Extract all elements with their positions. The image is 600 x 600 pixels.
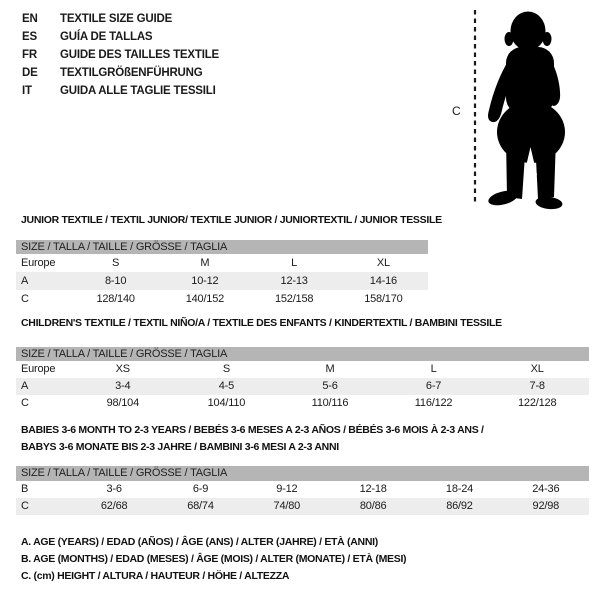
babies-table-title-line2: BABYS 3-6 MONATE BIS 2-3 JAHRE / BAMBINI 3-6 MESI A 2-3 ANNI — [21, 441, 339, 453]
language-code: IT — [22, 85, 32, 97]
value-cell: 68/74 — [187, 500, 214, 512]
value-cell: 80/86 — [359, 500, 387, 512]
value-cell: XL — [376, 257, 390, 269]
children-size-table — [16, 361, 589, 412]
value-cell: 4-5 — [218, 380, 235, 392]
language-title: TEXTILGRÖßENFÜHRUNG — [60, 67, 203, 79]
value-cell: L — [291, 257, 298, 269]
language-title: GUIDE DES TAILLES TEXTILE — [60, 49, 219, 61]
value-cell: 152/158 — [274, 293, 314, 305]
junior-size-header-bar: SIZE / TALLA / TAILLE / GRÖSSE / TAGLIA — [16, 240, 428, 254]
value-cell: 10-12 — [191, 275, 219, 287]
row-label: A — [21, 275, 29, 287]
value-cell: 98/104 — [106, 397, 140, 409]
table-row — [16, 378, 589, 395]
value-cell: M — [200, 257, 210, 269]
value-cell: 7-8 — [529, 380, 545, 392]
language-code: ES — [22, 31, 37, 43]
value-cell: 3-6 — [106, 483, 122, 495]
value-cell: 6-9 — [192, 483, 209, 495]
value-cell: 9-12 — [276, 483, 298, 495]
value-cell: 6-7 — [425, 380, 442, 392]
baby-silhouette — [487, 12, 565, 211]
babies-table-title-line1: BABIES 3-6 MONTH TO 2-3 YEARS / BEBÉS 3-6 MESES A 2-3 AÑOS / BÉBÉS 3-6 MOIS À 2-3 ANS / — [21, 424, 484, 436]
value-cell: 92/98 — [532, 500, 560, 512]
language-code: FR — [22, 49, 37, 61]
row-label: A — [21, 380, 29, 392]
row-label: C — [21, 500, 29, 512]
language-title: TEXTILE SIZE GUIDE — [60, 13, 173, 25]
language-title: GUÍA DE TALLAS — [60, 31, 153, 43]
value-cell: 86/92 — [446, 500, 473, 512]
value-cell: L — [430, 363, 437, 375]
value-cell: XS — [115, 363, 130, 375]
children-table-title: CHILDREN'S TEXTILE / TEXTIL NIÑO/A / TEXTILE DES ENFANTS / KINDERTEXTIL / BAMBINI TESSILE — [21, 317, 502, 329]
height-measure-label: C — [452, 104, 461, 118]
value-cell: 24-36 — [532, 483, 560, 495]
language-code: DE — [22, 67, 38, 79]
baby-silhouette-figure — [450, 4, 595, 212]
junior-size-table — [16, 254, 428, 308]
language-row — [22, 46, 219, 64]
value-cell: S — [222, 363, 230, 375]
table-row — [16, 254, 428, 272]
value-cell: 110/116 — [311, 397, 349, 409]
table-row — [16, 272, 428, 290]
table-row — [16, 395, 589, 412]
language-row — [22, 10, 219, 28]
value-cell: 14-16 — [369, 275, 397, 287]
language-row — [22, 82, 219, 100]
value-cell: 12-13 — [280, 275, 308, 287]
value-cell: 128/140 — [96, 293, 135, 305]
children-size-header-bar: SIZE / TALLA / TAILLE / GRÖSSE / TAGLIA — [16, 347, 589, 361]
language-title: GUIDA ALLE TAGLIE TESSILI — [60, 85, 216, 97]
value-cell: XL — [530, 363, 544, 375]
language-row — [22, 28, 219, 46]
table-row — [16, 481, 589, 498]
babies-size-table — [16, 481, 589, 515]
value-cell: 12-18 — [359, 483, 387, 495]
row-label: B — [21, 483, 29, 495]
row-label: C — [21, 397, 29, 409]
footnote-c: C. (cm) HEIGHT / ALTURA / HAUTEUR / HÖHE / ALTEZZA — [21, 570, 290, 582]
value-cell: 116/122 — [414, 397, 453, 409]
language-title-list — [22, 10, 219, 100]
table-row — [16, 498, 589, 515]
value-cell: S — [112, 257, 120, 269]
value-cell: 122/128 — [518, 397, 557, 409]
value-cell: 104/110 — [207, 397, 246, 409]
babies-size-header-bar: SIZE / TALLA / TAILLE / GRÖSSE / TAGLIA — [16, 466, 589, 481]
value-cell: 62/68 — [100, 500, 128, 512]
table-row — [16, 290, 428, 308]
language-code: EN — [22, 13, 38, 25]
value-cell: 158/170 — [364, 293, 403, 305]
row-label: Europe — [21, 257, 56, 269]
value-cell: 18-24 — [445, 483, 474, 495]
junior-table-title: JUNIOR TEXTILE / TEXTIL JUNIOR/ TEXTILE JUNIOR / JUNIORTEXTIL / JUNIOR TESSILE — [21, 214, 442, 226]
language-row — [22, 64, 219, 82]
row-label: C — [21, 293, 29, 305]
table-row — [16, 361, 589, 378]
value-cell: M — [325, 363, 335, 375]
value-cell: 5-6 — [322, 380, 338, 392]
value-cell: 74/80 — [273, 500, 301, 512]
row-label: Europe — [21, 363, 56, 375]
value-cell: 8-10 — [105, 275, 127, 287]
footnote-b: B. AGE (MONTHS) / EDAD (MESES) / ÂGE (MOIS) / ALTER (MONATE) / ETÀ (MESI) — [21, 553, 407, 565]
value-cell: 140/152 — [185, 293, 225, 305]
footnote-legend — [21, 534, 406, 585]
footnote-a: A. AGE (YEARS) / EDAD (AÑOS) / ÂGE (ANS) / ALTER (JAHRE) / ETÀ (ANNI) — [21, 536, 378, 548]
value-cell: 3-4 — [115, 380, 131, 392]
